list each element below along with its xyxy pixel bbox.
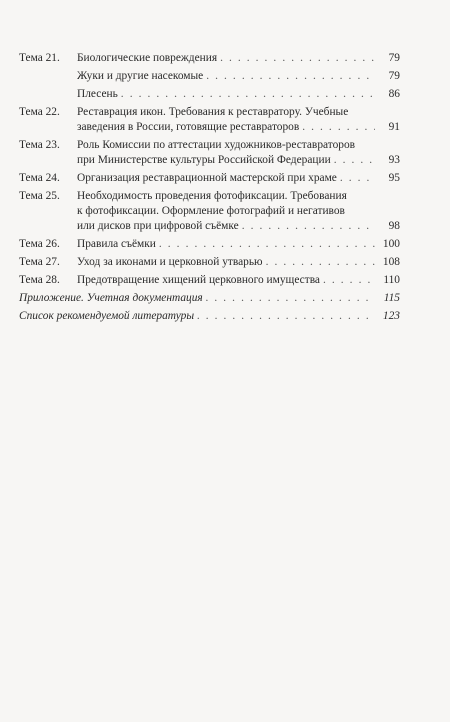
toc-entry-references	[19, 309, 400, 324]
dot-leader	[206, 69, 375, 84]
page-number: 79	[388, 52, 400, 64]
entry-title: Список рекомендуемой литературы	[19, 310, 195, 322]
page-number: 98	[388, 220, 400, 232]
dot-leader	[206, 291, 375, 306]
toc-entry-theme-27	[19, 255, 400, 270]
entry-number: Тема 21.	[19, 52, 60, 64]
entry-number: Тема 26.	[19, 238, 60, 250]
page-number: 123	[382, 310, 400, 322]
toc-subentry-mold	[77, 87, 400, 102]
dot-leader	[220, 51, 375, 66]
entry-title-line: Необходимость проведения фотофиксации. Требования	[77, 190, 347, 202]
entry-title-line: заведения в России, готовящие реставраторов	[77, 121, 300, 133]
toc-entry-theme-28	[19, 273, 400, 288]
toc-subentry-beetles	[77, 69, 400, 84]
dot-leader	[121, 87, 375, 102]
entry-title: Биологические повреждения	[77, 52, 218, 64]
page-number: 110	[383, 274, 400, 286]
entry-title-line: Реставрация икон. Требования к реставратору. Учебные	[77, 106, 349, 118]
toc-entry-appendix	[19, 291, 400, 306]
entry-title: Правила съёмки	[77, 238, 156, 250]
dot-leader	[266, 255, 375, 270]
entry-title: Уход за иконами и церковной утварью	[77, 256, 263, 268]
table-of-contents	[19, 51, 400, 327]
toc-entry-theme-24	[19, 171, 400, 186]
entry-title: Плесень	[77, 88, 118, 100]
entry-number: Тема 22.	[19, 106, 60, 118]
dot-leader	[197, 309, 375, 324]
toc-entry-theme-26	[19, 237, 400, 252]
page-number: 93	[388, 154, 400, 166]
entry-title: Организация реставрационной мастерской при храме	[77, 172, 337, 184]
entry-title: Приложение. Учетная документация	[19, 292, 203, 304]
dot-leader	[302, 120, 375, 135]
toc-entry-theme-23	[19, 138, 400, 168]
toc-entry-theme-21	[19, 51, 400, 66]
entry-title: Предотвращение хищений церковного имущества	[77, 274, 320, 286]
page-number: 79	[388, 70, 400, 82]
page-number: 115	[383, 292, 400, 304]
entry-number: Тема 27.	[19, 256, 60, 268]
dot-leader	[242, 219, 375, 234]
entry-title: Жуки и другие насекомые	[77, 70, 204, 82]
dot-leader	[340, 171, 375, 186]
entry-number: Тема 28.	[19, 274, 60, 286]
toc-entry-theme-22	[19, 105, 400, 135]
page-number: 95	[388, 172, 400, 184]
dot-leader	[323, 273, 375, 288]
entry-title-line: Роль Комиссии по аттестации художников-реставраторов	[77, 139, 356, 151]
page-number: 86	[388, 88, 400, 100]
entry-title-line: к фотофиксации. Оформление фотографий и негативов	[77, 205, 345, 217]
entry-number: Тема 23.	[19, 139, 60, 151]
entry-number: Тема 24.	[19, 172, 60, 184]
page-number: 100	[382, 238, 400, 250]
dot-leader	[334, 153, 375, 168]
page-number: 108	[382, 256, 400, 268]
dot-leader	[159, 237, 375, 252]
entry-title-line: при Министерстве культуры Российской Федерации	[77, 154, 331, 166]
page-number: 91	[388, 121, 400, 133]
entry-number: Тема 25.	[19, 190, 60, 202]
entry-title-line: или дисков при цифровой съёмке	[77, 220, 239, 232]
toc-entry-theme-25	[19, 189, 400, 234]
